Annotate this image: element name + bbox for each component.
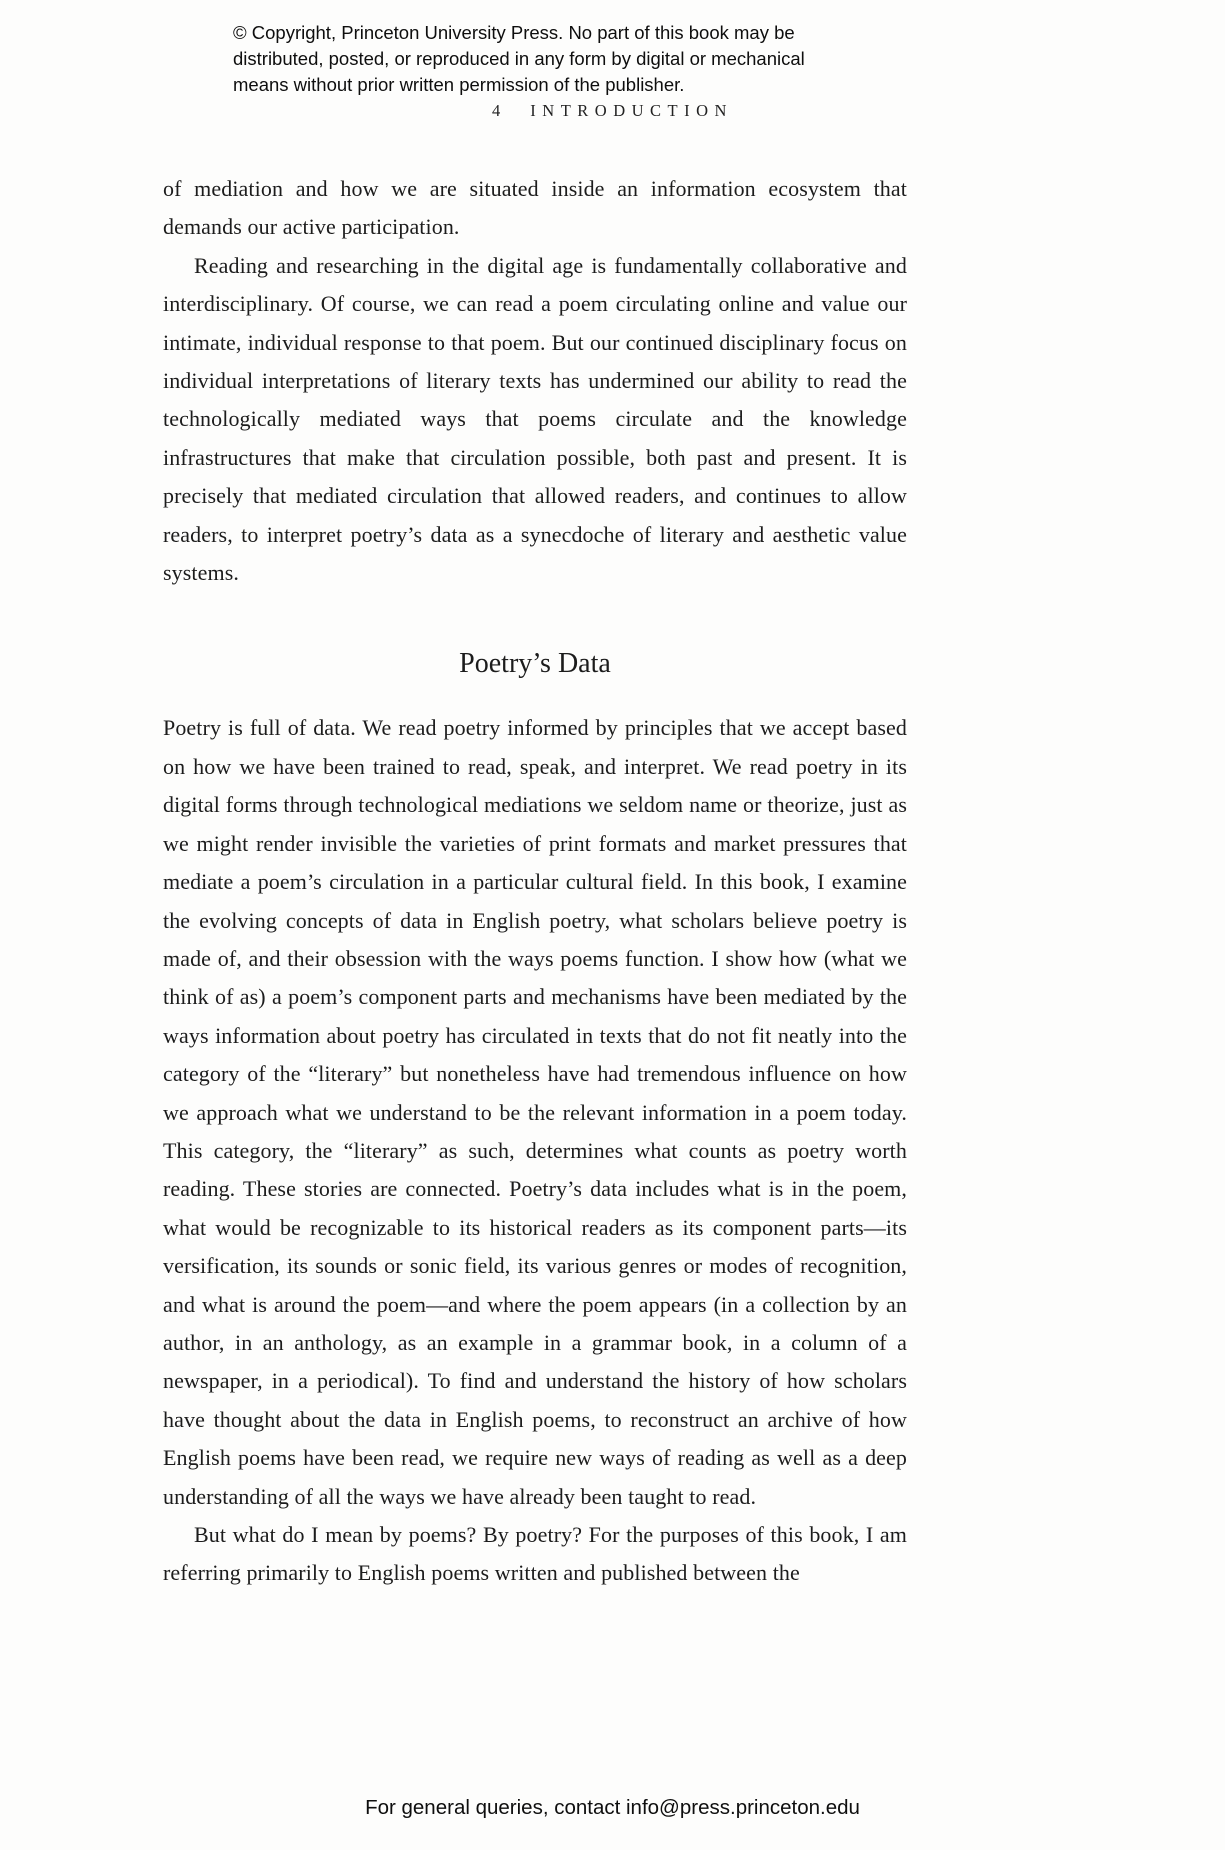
paragraph-reading-researching: Reading and researching in the digital age is fundamentally collaborative and interdisciplinary. Of course, we can read a poem circulating online and value our intimate, individual response to that poem. But our continued disciplinary focus on individual interpretations of literary texts has undermined our ability to read the technologically mediated ways that poems circulate and the knowledge infrastructures that make that circulation possible, both past and present. It is precisely that mediated circulation that allowed readers, and continues to allow readers, to interpret poetry’s data as a synecdoche of literary and aesthetic value systems. (163, 252, 907, 586)
footer-contact-text: For general queries, contact info@press.princeton.edu (365, 1796, 860, 1819)
copyright-line-3: means without prior written permission of the publisher. (233, 74, 685, 95)
page-number: 4 (492, 101, 501, 120)
section-heading-poetrys-data: Poetry’s Data (459, 648, 611, 680)
chapter-title: INTRODUCTION (530, 101, 733, 120)
body-text (163, 170, 907, 1593)
copyright-line-2: distributed, posted, or reproduced in any form by digital or mechanical (233, 48, 805, 69)
paragraph-mediation-continued: of mediation and how we are situated inside an information ecosystem that demands our active participation. (163, 176, 907, 240)
copyright-notice (233, 20, 853, 98)
copyright-line-1: © Copyright, Princeton University Press. No part of this book may be (233, 22, 795, 43)
footer-contact (0, 1796, 1225, 1820)
running-head (0, 101, 1225, 121)
paragraph-poetry-is-full-of-data: Poetry is full of data. We read poetry informed by principles that we accept based on how we have been trained to read, speak, and interpret. We read poetry in its digital forms through technological mediations we seldom name or theorize, just as we might render invisible the varieties of print formats and market pressures that mediate a poem’s circulation in a particular cultural field. In this book, I examine the evolving concepts of data in English poetry, what scholars believe poetry is made of, and their obsession with the ways poems function. I show how (what we think of as) a poem’s component parts and mechanisms have been mediated by the ways information about poetry has circulated in texts that do not fit neatly into the category of the “literary” but nonetheless have had tremendous influence on how we approach what we understand to be the relevant information in a poem today. This category, the “literary” as such, determines what counts as poetry worth reading. These stories are connected. Poetry’s data includes what is in the poem, what would be recognizable to its historical readers as its component parts—its versification, its sounds or sonic field, its various genres or modes of recognition, and what is around the poem—and where the poem appears (in a collection by an author, in an anthology, as an example in a grammar book, in a column of a newspaper, in a periodical). To find and understand the history of how scholars have thought about the data in English poems, to reconstruct an archive of how English poems have been read, we require new ways of reading as well as a deep understanding of all the ways we have already been taught to read. (163, 715, 907, 1509)
paragraph-what-do-i-mean: But what do I mean by poems? By poetry? For the purposes of this book, I am referring primarily to English poems written and published between the (163, 1522, 907, 1586)
